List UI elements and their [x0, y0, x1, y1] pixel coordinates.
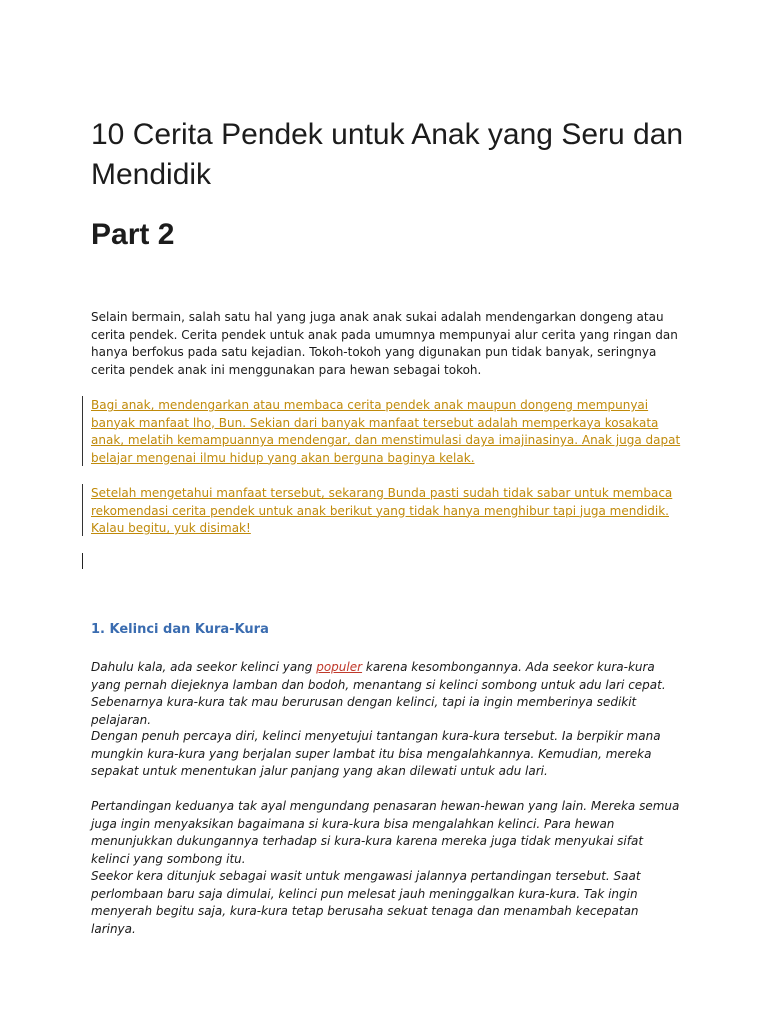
document-title: 10 Cerita Pendek untuk Anak yang Seru dan Mendidik — [91, 118, 684, 191]
story-paragraph-1 — [91, 659, 681, 729]
story-p1-after: karena kesombongannya. Ada seekor kura-kura yang pernah diejeknya lamban dan bodoh, menantang si kelinci sombong untuk adu lari cepat. Sebenarnya kura-kura tak mau berurusan dengan kelinci, tapi ia ingin memberinya sedikit pelajaran. — [91, 660, 666, 727]
story-paragraph-3: Pertandingan keduanya tak ayal mengundang penasaran hewan-hewan yang lain. Mereka semua juga ingin menyaksikan bagaimana si kura-kura bisa mengalahkan kelinci. Para hewan menunjukkan dukungannya terhadap si kura-kura karena mereka juga tidak menyukai sifat kelinci yang sombong itu. — [91, 799, 680, 866]
populer-link[interactable]: populer — [316, 660, 363, 674]
section-heading: 1. Kelinci dan Kura-Kura — [91, 622, 269, 637]
text-cursor — [82, 553, 83, 569]
linked-paragraph-recommendation[interactable] — [91, 485, 681, 538]
change-bar-2 — [82, 484, 83, 536]
story-paragraph-4: Seekor kera ditunjuk sebagai wasit untuk mengawasi jalannya pertandingan tersebut. Saat perlombaan baru saja dimulai, kelinci pun melesat jauh meninggalkan kura-kura. Tak ingin menyerah begitu saja, kura-kura tetap berusaha sekuat tenaga dan menambah kecepatan larinya. — [91, 869, 641, 936]
story-paragraph-2: Dengan penuh percaya diri, kelinci menyetujui tantangan kura-kura tersebut. Ia berpikir mana mungkin kura-kura yang berjalan super lambat itu bisa mengalahkannya. Kemudian, mereka sepakat untuk menentukan jalur panjang yang akan dilewati untuk adu lari. — [91, 729, 661, 778]
change-bar-1 — [82, 396, 83, 466]
benefits-link[interactable]: Bagi anak, mendengarkan atau membaca cerita pendek anak maupun dongeng mempunyai banyak manfaat lho, Bun. Sekian dari banyak manfaat tersebut adalah memperkaya kosakata anak, melatih kemampuannya mendengar, dan menstimulasi daya imajinasinya. Anak juga dapat belajar mengenai ilmu hidup yang akan berguna baginya kelak. — [91, 398, 681, 465]
intro-paragraph: Selain bermain, salah satu hal yang juga anak anak sukai adalah mendengarkan dongeng atau cerita pendek. Cerita pendek untuk anak pada umumnya mempunyai alur cerita yang ringan dan hanya berfokus pada satu kejadian. Tokoh-tokoh yang digunakan pun tidak banyak, seringnya cerita pendek anak ini menggunakan para hewan sebagai tokoh. — [91, 310, 678, 377]
story-p1-before: Dahulu kala, ada seekor kelinci yang — [91, 660, 317, 674]
recommendation-link[interactable]: Setelah mengetahui manfaat tersebut, sekarang Bunda pasti sudah tidak sabar untuk membaca rekomendasi cerita pendek untuk anak berikut yang tidak hanya menghibur tapi juga mendidik. Kalau begitu, yuk disimak! — [91, 486, 673, 535]
linked-paragraph-benefits[interactable] — [91, 397, 681, 467]
part-label: Part 2 — [91, 218, 175, 251]
